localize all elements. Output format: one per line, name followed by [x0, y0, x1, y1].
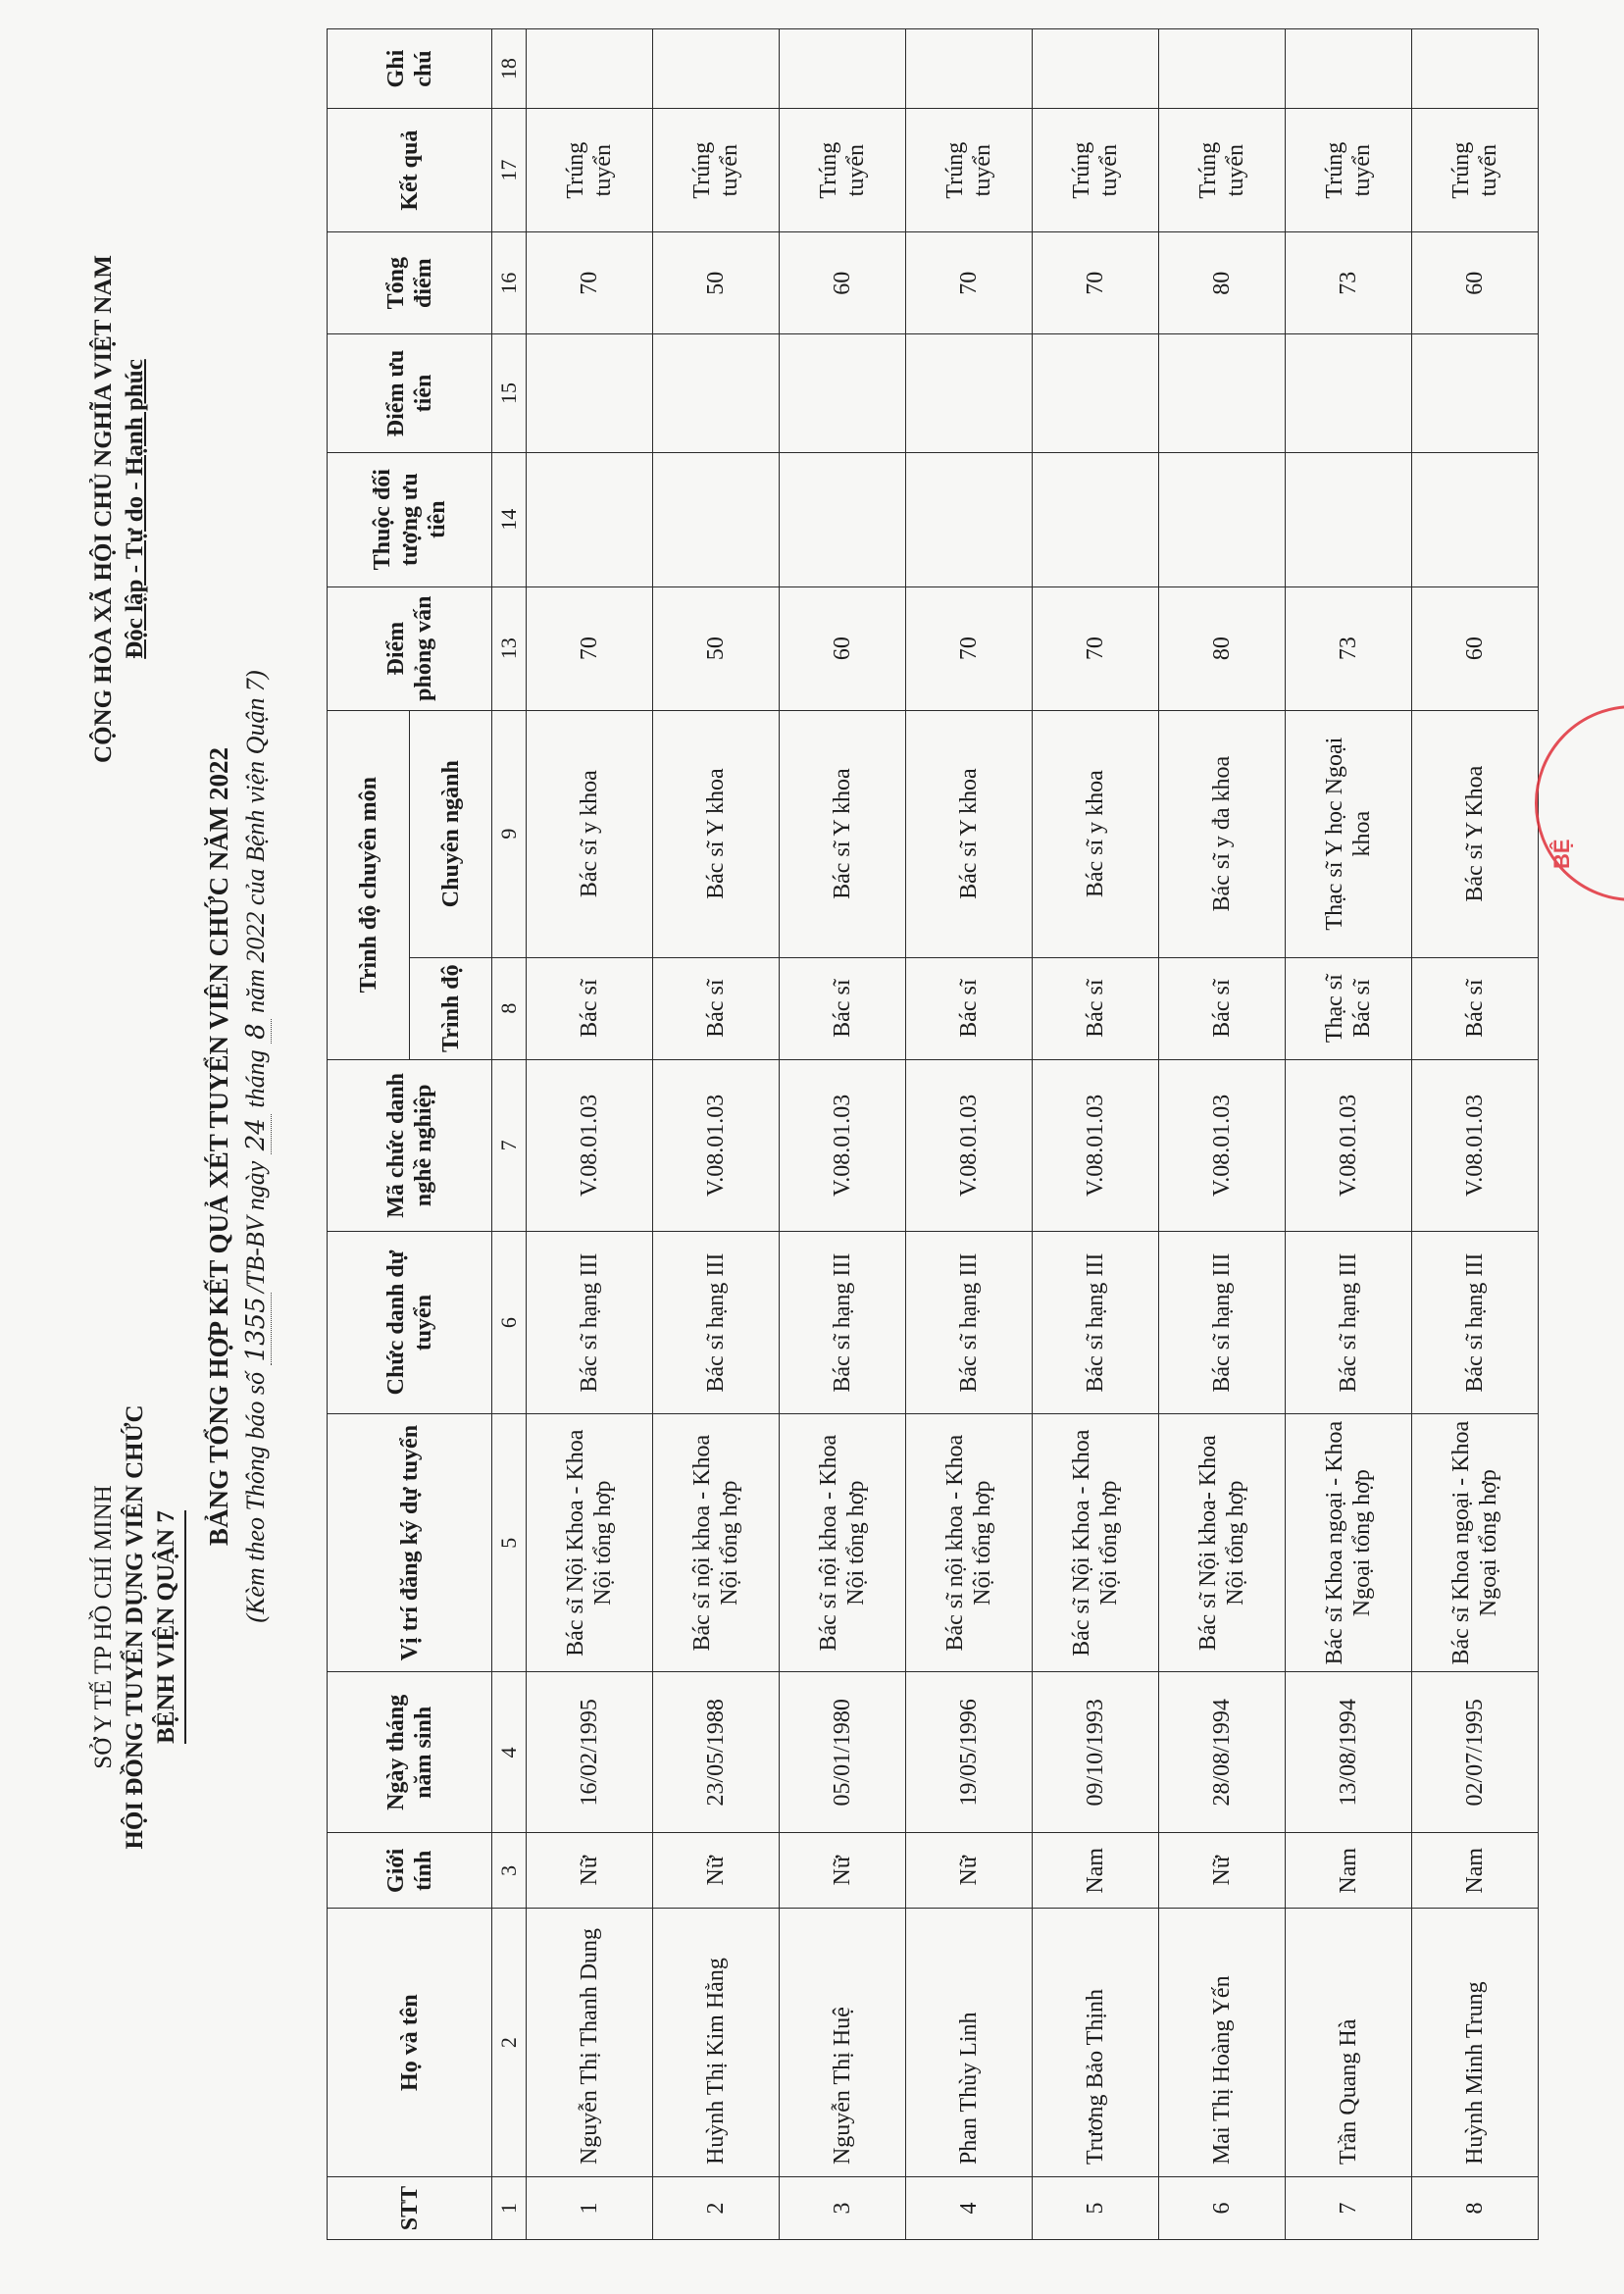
cell-major: Bác sĩ Y Khoa — [1412, 710, 1539, 957]
results-table — [327, 28, 1539, 2240]
cell-gender: Nữ — [527, 1833, 653, 1909]
cell-name: Nguyễn Thị Huệ — [780, 1909, 906, 2177]
red-seal-stamp — [1535, 705, 1624, 901]
cell-total: 60 — [1412, 232, 1539, 334]
notice-day: 24 — [241, 1114, 272, 1154]
column-number: 14 — [492, 452, 527, 586]
cell-position: Bác sĩ Khoa ngoại - Khoa Ngoại tổng hợp — [1286, 1414, 1412, 1672]
table-row — [780, 29, 906, 2240]
cell-total: 70 — [906, 232, 1033, 334]
cell-result: Trúng tuyển — [1286, 109, 1412, 232]
cell-position: Bác sĩ Khoa ngoại - Khoa Ngoại tổng hợp — [1412, 1414, 1539, 1672]
cell-interview: 70 — [1033, 586, 1159, 710]
subtitle-suffix: năm 2022 của Bệnh viện Quận 7) — [241, 670, 270, 1013]
cell-note — [1286, 29, 1412, 109]
col-header-total: Tổng điểm — [328, 232, 492, 334]
cell-level: Bác sĩ — [653, 957, 780, 1059]
cell-major: Bác sĩ y khoa — [1033, 710, 1159, 957]
cell-name: Huỳnh Minh Trung — [1412, 1909, 1539, 2177]
cell-note — [527, 29, 653, 109]
cell-code: V.08.01.03 — [1033, 1059, 1159, 1231]
cell-title: Bác sĩ hạng III — [1286, 1231, 1412, 1413]
cell-dob: 02/07/1995 — [1412, 1672, 1539, 1833]
cell-title: Bác sĩ hạng III — [527, 1231, 653, 1413]
cell-code: V.08.01.03 — [1286, 1059, 1412, 1231]
cell-level: Bác sĩ — [1412, 957, 1539, 1059]
column-number: 4 — [492, 1672, 527, 1833]
col-header-dob: Ngày tháng năm sinh — [328, 1672, 492, 1833]
cell-priority-group — [780, 452, 906, 586]
col-header-position: Vị trí đăng ký dự tuyển — [328, 1414, 492, 1672]
cell-priority-score — [527, 334, 653, 453]
cell-priority-group — [1159, 452, 1286, 586]
cell-major: Bác sĩ Y khoa — [780, 710, 906, 957]
cell-major: Bác sĩ y khoa — [527, 710, 653, 957]
cell-note — [1033, 29, 1159, 109]
table-row — [906, 29, 1033, 2240]
cell-level: Bác sĩ — [780, 957, 906, 1059]
table-body — [527, 29, 1539, 2240]
cell-interview: 60 — [780, 586, 906, 710]
cell-code: V.08.01.03 — [906, 1059, 1033, 1231]
cell-priority-score — [1159, 334, 1286, 453]
cell-result: Trúng tuyển — [1159, 109, 1286, 232]
cell-dob: 19/05/1996 — [906, 1672, 1033, 1833]
col-header-result: Kết quả — [328, 109, 492, 232]
column-number: 15 — [492, 334, 527, 453]
national-header — [88, 77, 151, 941]
cell-result: Trúng tuyển — [780, 109, 906, 232]
col-header-gender: Giới tính — [328, 1833, 492, 1909]
cell-stt: 5 — [1033, 2177, 1159, 2240]
table-row — [1286, 29, 1412, 2240]
cell-major: Bác sĩ Y khoa — [906, 710, 1033, 957]
cell-dob: 05/01/1980 — [780, 1672, 906, 1833]
column-number: 8 — [492, 957, 527, 1059]
subtitle-mid-1: /TB-BV ngày — [241, 1160, 270, 1294]
issuer-line-3: BỆNH VIỆN QUẬN 7 — [151, 1510, 186, 1744]
cell-level: Bác sĩ — [906, 957, 1033, 1059]
cell-stt: 6 — [1159, 2177, 1286, 2240]
cell-priority-score — [1286, 334, 1412, 453]
cell-dob: 23/05/1988 — [653, 1672, 780, 1833]
cell-level: Bác sĩ — [527, 957, 653, 1059]
cell-gender: Nữ — [906, 1833, 1033, 1909]
table-row — [1159, 29, 1286, 2240]
cell-position: Bác sĩ nội khoa - Khoa Nội tổng hợp — [653, 1414, 780, 1672]
national-motto: Độc lập - Tự do - Hạnh phúc — [122, 359, 148, 659]
cell-priority-group — [1286, 452, 1412, 586]
cell-name: Trương Bảo Thịnh — [1033, 1909, 1159, 2177]
cell-gender: Nam — [1033, 1833, 1159, 1909]
cell-name: Phan Thùy Linh — [906, 1909, 1033, 2177]
cell-stt: 3 — [780, 2177, 906, 2240]
notice-number: 1355 — [241, 1293, 272, 1365]
column-number: 13 — [492, 586, 527, 710]
cell-interview: 70 — [906, 586, 1033, 710]
document-subtitle — [241, 382, 272, 1912]
cell-gender: Nữ — [1159, 1833, 1286, 1909]
cell-interview: 80 — [1159, 586, 1286, 710]
cell-title: Bác sĩ hạng III — [1412, 1231, 1539, 1413]
cell-level: Thạc sĩ Bác sĩ — [1286, 957, 1412, 1059]
cell-dob: 09/10/1993 — [1033, 1672, 1159, 1833]
column-number: 16 — [492, 232, 527, 334]
cell-priority-score — [780, 334, 906, 453]
cell-result: Trúng tuyển — [653, 109, 780, 232]
cell-position: Bác sĩ Nội Khoa - Khoa Nội tổng hợp — [1033, 1414, 1159, 1672]
cell-note — [1159, 29, 1286, 109]
cell-note — [780, 29, 906, 109]
table-header-row — [328, 29, 410, 2240]
cell-result: Trúng tuyển — [906, 109, 1033, 232]
cell-code: V.08.01.03 — [1159, 1059, 1286, 1231]
cell-priority-score — [1033, 334, 1159, 453]
issuer-header — [88, 1352, 186, 1902]
col-header-name: Họ và tên — [328, 1909, 492, 2177]
column-number: 9 — [492, 710, 527, 957]
column-number: 1 — [492, 2177, 527, 2240]
cell-dob: 28/08/1994 — [1159, 1672, 1286, 1833]
cell-name: Nguyễn Thị Thanh Dung — [527, 1909, 653, 2177]
cell-dob: 13/08/1994 — [1286, 1672, 1412, 1833]
document-title: BẢNG TỔNG HỢP KẾT QUẢ XÉT TUYỂN VIÊN CHỨC NĂM 2022 — [204, 746, 233, 1547]
cell-priority-group — [906, 452, 1033, 586]
col-header-interview: Điểm phỏng vấn — [328, 586, 492, 710]
subtitle-mid-2: tháng — [241, 1049, 270, 1108]
cell-total: 50 — [653, 232, 780, 334]
cell-name: Huỳnh Thị Kim Hằng — [653, 1909, 780, 2177]
column-number: 2 — [492, 1909, 527, 2177]
cell-result: Trúng tuyển — [1412, 109, 1539, 232]
cell-total: 70 — [527, 232, 653, 334]
cell-stt: 7 — [1286, 2177, 1412, 2240]
column-number: 17 — [492, 109, 527, 232]
cell-title: Bác sĩ hạng III — [780, 1231, 906, 1413]
cell-stt: 2 — [653, 2177, 780, 2240]
cell-note — [653, 29, 780, 109]
col-header-title: Chức danh dự tuyển — [328, 1231, 492, 1413]
cell-level: Bác sĩ — [1159, 957, 1286, 1059]
cell-major: Bác sĩ Y khoa — [653, 710, 780, 957]
subtitle-prefix: (Kèm theo Thông báo số — [241, 1371, 270, 1623]
cell-title: Bác sĩ hạng III — [653, 1231, 780, 1413]
col-header-major: Chuyên ngành — [410, 710, 492, 957]
cell-name: Mai Thị Hoàng Yến — [1159, 1909, 1286, 2177]
cell-priority-group — [527, 452, 653, 586]
cell-interview: 73 — [1286, 586, 1412, 710]
cell-result: Trúng tuyển — [1033, 109, 1159, 232]
column-number: 18 — [492, 29, 527, 109]
cell-stt: 8 — [1412, 2177, 1539, 2240]
table-row — [527, 29, 653, 2240]
cell-priority-group — [1412, 452, 1539, 586]
cell-gender: Nữ — [780, 1833, 906, 1909]
cell-gender: Nữ — [653, 1833, 780, 1909]
col-header-priority-group: Thuộc đối tượng ưu tiên — [328, 452, 492, 586]
cell-total: 73 — [1286, 232, 1412, 334]
cell-priority-score — [906, 334, 1033, 453]
col-header-code: Mã chức danh nghề nghiệp — [328, 1059, 492, 1231]
cell-major: Bác sĩ y đa khoa — [1159, 710, 1286, 957]
cell-note — [906, 29, 1033, 109]
cell-code: V.08.01.03 — [527, 1059, 653, 1231]
cell-title: Bác sĩ hạng III — [1159, 1231, 1286, 1413]
cell-code: V.08.01.03 — [653, 1059, 780, 1231]
table-row — [1033, 29, 1159, 2240]
cell-position: Bác sĩ nội khoa - Khoa Nội tổng hợp — [906, 1414, 1033, 1672]
cell-priority-group — [653, 452, 780, 586]
cell-total: 80 — [1159, 232, 1286, 334]
table-row — [653, 29, 780, 2240]
cell-title: Bác sĩ hạng III — [906, 1231, 1033, 1413]
column-number: 3 — [492, 1833, 527, 1909]
cell-priority-score — [1412, 334, 1539, 453]
cell-total: 70 — [1033, 232, 1159, 334]
cell-stt: 1 — [527, 2177, 653, 2240]
cell-position: Bác sĩ Nội Khoa - Khoa Nội tổng hợp — [527, 1414, 653, 1672]
cell-code: V.08.01.03 — [1412, 1059, 1539, 1231]
cell-priority-group — [1033, 452, 1159, 586]
column-number: 7 — [492, 1059, 527, 1231]
table-row — [1412, 29, 1539, 2240]
cell-gender: Nam — [1412, 1833, 1539, 1909]
cell-priority-score — [653, 334, 780, 453]
issuer-line-1: SỞ Y TẾ TP HỒ CHÍ MINH — [90, 1485, 117, 1769]
column-number: 5 — [492, 1414, 527, 1672]
col-header-priority-score: Điểm ưu tiên — [328, 334, 492, 453]
cell-code: V.08.01.03 — [780, 1059, 906, 1231]
national-line-1: CỘNG HÒA XÃ HỘI CHỦ NGHĨA VIỆT NAM — [90, 255, 117, 763]
cell-stt: 4 — [906, 2177, 1033, 2240]
col-header-level: Trình độ — [410, 957, 492, 1059]
cell-interview: 70 — [527, 586, 653, 710]
issuer-line-2: HỘI ĐỒNG TUYỂN DỤNG VIÊN CHỨC — [122, 1404, 148, 1850]
cell-title: Bác sĩ hạng III — [1033, 1231, 1159, 1413]
cell-dob: 16/02/1995 — [527, 1672, 653, 1833]
column-number: 6 — [492, 1231, 527, 1413]
cell-interview: 60 — [1412, 586, 1539, 710]
col-header-qualification: Trình độ chuyên môn — [328, 710, 410, 1059]
cell-level: Bác sĩ — [1033, 957, 1159, 1059]
cell-name: Trần Quang Hà — [1286, 1909, 1412, 2177]
notice-month: 8 — [241, 1019, 272, 1044]
col-header-stt: STT — [328, 2177, 492, 2240]
cell-note — [1412, 29, 1539, 109]
cell-gender: Nam — [1286, 1833, 1412, 1909]
cell-interview: 50 — [653, 586, 780, 710]
cell-position: Bác sĩ nội khoa - Khoa Nội tổng hợp — [780, 1414, 906, 1672]
stamp-text: BỆ — [1549, 839, 1574, 869]
cell-major: Thạc sĩ Y học Ngoại khoa — [1286, 710, 1412, 957]
cell-position: Bác sĩ Nội khoa- Khoa Nội tổng hợp — [1159, 1414, 1286, 1672]
cell-result: Trúng tuyển — [527, 109, 653, 232]
cell-total: 60 — [780, 232, 906, 334]
column-number-row — [492, 29, 527, 2240]
col-header-note: Ghi chú — [328, 29, 492, 109]
